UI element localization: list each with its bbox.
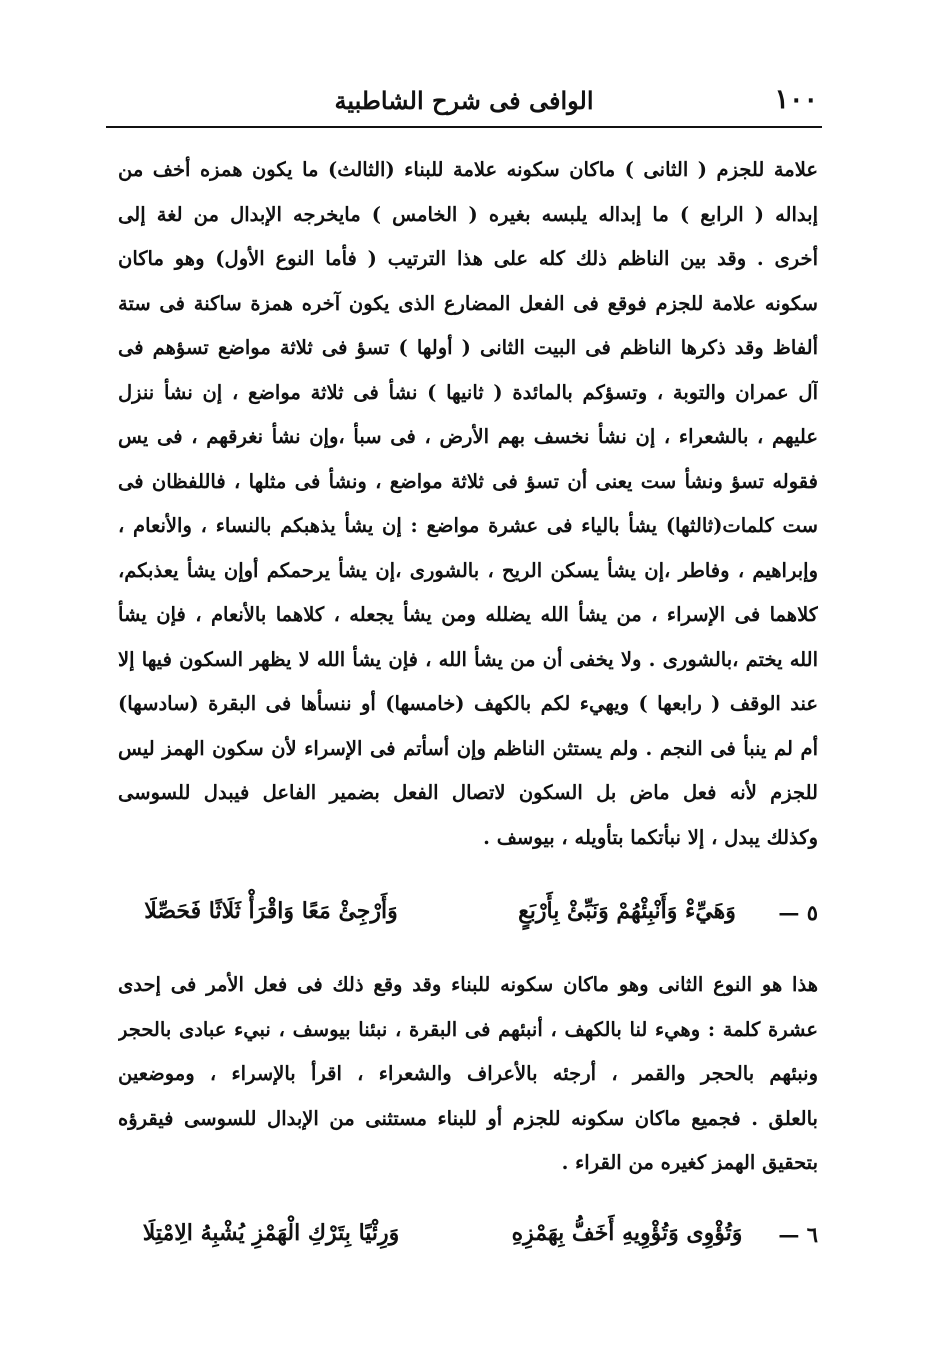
paragraph-1 <box>118 148 818 860</box>
text-line: فقوله تسؤ ونشأ ست يعنى أن تسؤ فى ثلاثة مواضع ، ونشأ فى مثلها ، فاللفظان فى <box>118 469 818 493</box>
verse-first-hemistich: وَهَيِّءْ وَأَنْبِئْهُمْ وَنَبِّئْ بِأَرْبَعٍ <box>518 898 736 924</box>
text-line: علامة للجزم ( الثانى ) ماكان سكونه علامة للبناء (الثالث) ما يكون همزه أخف من <box>118 158 818 181</box>
verse-number: ٥ — <box>778 900 818 925</box>
text-line: أخرى . وقد بين الناظم ذلك كله على هذا الترتيب ( فأما النوع الأول) وهو ماكان <box>118 247 818 270</box>
verse-number: ٦ — <box>778 1222 818 1247</box>
text-line: عشرة كلمة : وهيء لنا بالكهف ، أنبئهم فى البقرة ، نبئنا بيوسف ، نبيء عبادى بالحجر <box>118 1017 818 1041</box>
text-line: بالعلق . فجميع ماكان سكونه للجزم أو للبناء مستثنى من الإبدال للسوسى فيقرؤه <box>118 1106 818 1130</box>
verse-second-hemistich: وَرِئْيًا بِتَرْكِ الْهَمْزِ يُشْبِهُ الِامْتِلَا <box>142 1220 400 1246</box>
text-line: إبداله ( الرابع ) ما إبداله يلبسه بغيره ( الخامس ) مايخرجه الإبدال من لغة إلى <box>118 202 818 226</box>
page-header <box>106 82 822 128</box>
text-line: كلاهما فى الإسراء ، من يشأ الله يضلله ومن يشأ يجعله ، كلاهما بالأنعام ، فإن يشأ <box>118 603 818 626</box>
text-line: وكذلك يبدل ، إلا نبأتكما بتأويله ، بيوسف . <box>483 825 818 849</box>
text-line: وإبراهيم ، وفاطر ،إن يشأ يسكن الريح ، بالشورى ،إن يشأ يرحمكم أوإن يشأ يعذبكم، <box>118 558 818 582</box>
text-line: ونبئهم بالحجر والقمر ، أرجئه بالأعراف والشعراء ، اقرأ بالإسراء ، وموضعين <box>118 1062 818 1085</box>
text-line: للجزم لأنه فعل ماض بل السكون لاتصال الفعل بضمير الفاعل فيبدل للسوسى <box>118 781 818 804</box>
text-line: ست كلمات(ثالثها) يشأ بالياء فى عشرة مواضع : إن يشأ يذهبكم بالنساء ، والأنعام ، <box>118 514 818 537</box>
running-title: الوافى فى شرح الشاطبية <box>334 86 594 115</box>
verse-second-hemistich: وَأَرْجِئْ مَعًا وَاقْرَأْ ثَلَاثًا فَحَصِّلَا <box>144 898 398 924</box>
text-line: عليهم ، بالشعراء ، إن نشأ نخسف بهم الأرض ، فى سبأ ،وإن نشأ نغرقهم ، فى يس <box>118 425 818 448</box>
text-line: الله يختم ،بالشورى . ولا يخفى أن من يشأ الله ، فإن يشأ الله لا يظهر السكون فيها إلا <box>118 647 818 671</box>
text-line: أم لم ينبأ فى النجم . ولم يستثن الناظم وإن أسأتم فى الإسراء لأن سكون الهمز ليس <box>118 736 818 760</box>
text-line: هذا هو النوع الثانى وهو ماكان سكونه للبناء وقد وقع ذلك فى فعل الأمر فى إحدى <box>118 973 818 996</box>
text-line: آل عمران والتوبة ، وتسؤكم بالمائدة ( ثانيها ) نشأ فى ثلاثة مواضع ، إن نشأ ننزل <box>118 380 818 404</box>
paragraph-2 <box>118 963 818 1186</box>
verse-6 <box>106 1206 822 1266</box>
text-line: بتحقيق الهمز كغيره من القراء . <box>561 1151 818 1174</box>
text-line: سكونه علامة للجزم فوقع فى الفعل المضارع الذى يكون آخره همزة ساكنة فى ستة <box>118 291 818 315</box>
verse-first-hemistich: وَتُؤْوِى وَتُؤْوِيهِ أَخَفُّ بِهَمْزِهِ <box>511 1220 743 1246</box>
text-line: عند الوقف ( رابعها ) ويهيء لكم بالكهف (خامسها) أو ننسأها فى البقرة (سادسها) <box>118 692 818 715</box>
verse-5 <box>106 884 822 944</box>
text-line: ألفاظ وقد ذكرها الناظم فى البيت الثانى ( أولها ) تسؤ فى ثلاثة مواضع تسؤهم فى <box>118 336 818 359</box>
page-number: ١٠٠ <box>774 84 818 115</box>
